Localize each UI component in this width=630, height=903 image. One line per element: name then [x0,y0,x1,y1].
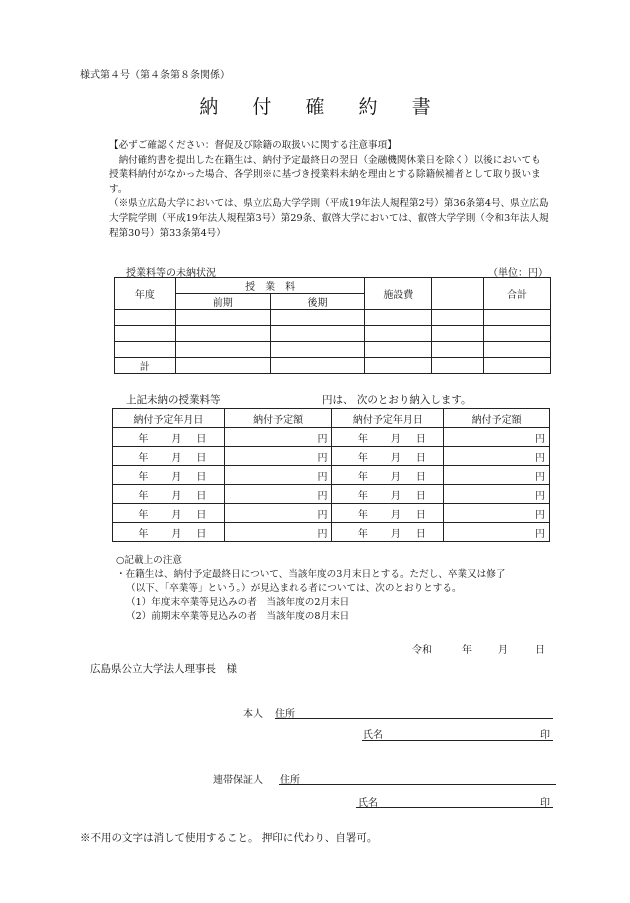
notes-heading: ○記載上の注意 [116,555,182,566]
notes-line: （以下、「卒業等」という。）が見込まれる者については、次のとおりとする。 [126,583,462,594]
date-day: 日 [535,645,545,656]
signer-label: 本人 [243,709,263,720]
pay-date-field[interactable]: 年 月 日 [113,447,225,466]
arrears-table [114,277,551,374]
pay-date-field[interactable]: 年 月 日 [332,485,444,504]
guarantor-seal: 印 [540,798,550,809]
title-char: 約 [358,96,378,118]
pay-date-field[interactable]: 年 月 日 [113,466,225,485]
header-facility: 施設費 [365,278,432,310]
title-char: 確 [305,96,325,118]
pay-amount-field[interactable]: 円 [444,485,550,504]
pay-amount-field[interactable]: 円 [224,504,332,523]
schedule-lead-prefix: 上記未納の授業料等 [126,394,221,406]
notice-body: 納付確約書を提出した在籍生は、納付予定最終日の翌日（金融機関休業日を除く）以後においても授業料納付がなかった場合、各学則※に基づき授業料未納を理由とする除籍候補者として取り扱います。 [109,154,541,195]
date-year: 年 [462,645,472,656]
table-row [113,428,550,447]
pay-date-field[interactable]: 年 月 日 [113,504,225,523]
pay-amount-field[interactable]: 円 [444,523,550,542]
pay-date-field[interactable]: 年 月 日 [332,523,444,542]
notice-heading: 【必ずご確認ください：督促及び除籍の取扱いに関する注意事項】 [109,140,397,151]
signer-name-label: 氏名 [363,730,383,741]
table-row [115,342,551,358]
table-row [113,447,550,466]
header-pay-amount: 納付予定額 [224,409,332,428]
header-blank [432,278,484,310]
title-char: 付 [252,96,272,118]
pay-amount-field[interactable]: 円 [224,447,332,466]
guarantor-address-label: 住所 [280,775,300,786]
form-number: 様式第４号（第４条第８条関係） [80,70,230,81]
title-char: 納 [199,96,219,118]
table-row [113,504,550,523]
header-year: 年度 [115,278,176,310]
table-row [115,326,551,342]
header-second-half: 後期 [270,294,365,310]
title-char: 書 [411,96,431,118]
table-row [115,358,551,374]
notes-item: （1）年度末卒業等見込みの者 当該年度の2月末日 [126,597,350,608]
pay-amount-field[interactable]: 円 [224,485,332,504]
header-pay-date: 納付予定年月日 [332,409,444,428]
signer-seal: 印 [540,730,550,741]
pay-amount-field[interactable]: 円 [444,428,550,447]
header-tuition: 授 業 料 [175,278,365,294]
pay-amount-field[interactable]: 円 [224,466,332,485]
signer-address-field[interactable] [275,718,553,719]
page-title [0,92,630,119]
table-row [113,466,550,485]
signer-name-field[interactable] [362,740,553,741]
table-row [115,310,551,326]
header-first-half: 前期 [175,294,270,310]
notes-line: ・在籍生は、納付予定最終日について、当該年度の3月末日とする。ただし、卒業又は修了 [116,569,506,580]
notes-item: （2）前期末卒業等見込みの者 当該年度の8月末日 [126,611,350,622]
signer-address-label: 住所 [275,709,295,720]
arrears-caption: 授業料等の未納状況 [126,268,216,279]
header-pay-date: 納付予定年月日 [113,409,225,428]
table-row [113,523,550,542]
table-row [113,485,550,504]
notice-block [109,139,549,241]
schedule-table [112,408,550,542]
header-total: 合計 [484,278,551,310]
entry-notes [116,554,505,624]
notice-reference: （※県立広島大学においては、県立広島大学学則（平成19年法人規程第2号）第36条第4号、県立広島大学院学則（平成19年法人規程第3号）第29条、叡啓大学においては、叡啓大学学則（令和3年法人規程第30号）第33条第4号） [109,198,549,239]
schedule-lead-suffix: 円は、 次のとおり納入します。 [322,394,472,406]
pay-amount-field[interactable]: 円 [444,504,550,523]
pay-date-field[interactable]: 年 月 日 [332,466,444,485]
total-label: 計 [115,358,176,374]
guarantor-label: 連帯保証人 [213,775,263,786]
arrears-unit: （単位：円） [488,268,548,279]
guarantor-address-field[interactable] [279,784,556,785]
pay-amount-field[interactable]: 円 [444,447,550,466]
pay-amount-field[interactable]: 円 [444,466,550,485]
header-pay-amount: 納付予定額 [444,409,550,428]
pay-date-field[interactable]: 年 月 日 [113,523,225,542]
guarantor-name-field[interactable] [356,807,553,808]
guarantor-name-label: 氏名 [358,798,378,809]
pay-date-field[interactable]: 年 月 日 [113,485,225,504]
addressee: 広島県公立大学法人理事長 様 [90,663,237,675]
pay-date-field[interactable]: 年 月 日 [113,428,225,447]
date-era: 令和 [412,645,432,656]
pay-amount-field[interactable]: 円 [224,523,332,542]
pay-date-field[interactable]: 年 月 日 [332,428,444,447]
pay-amount-field[interactable]: 円 [224,428,332,447]
pay-date-field[interactable]: 年 月 日 [332,447,444,466]
pay-date-field[interactable]: 年 月 日 [332,504,444,523]
footer-note: ※不用の文字は消して使用すること。 押印に代わり、自署可。 [80,832,378,844]
date-month: 月 [498,645,508,656]
